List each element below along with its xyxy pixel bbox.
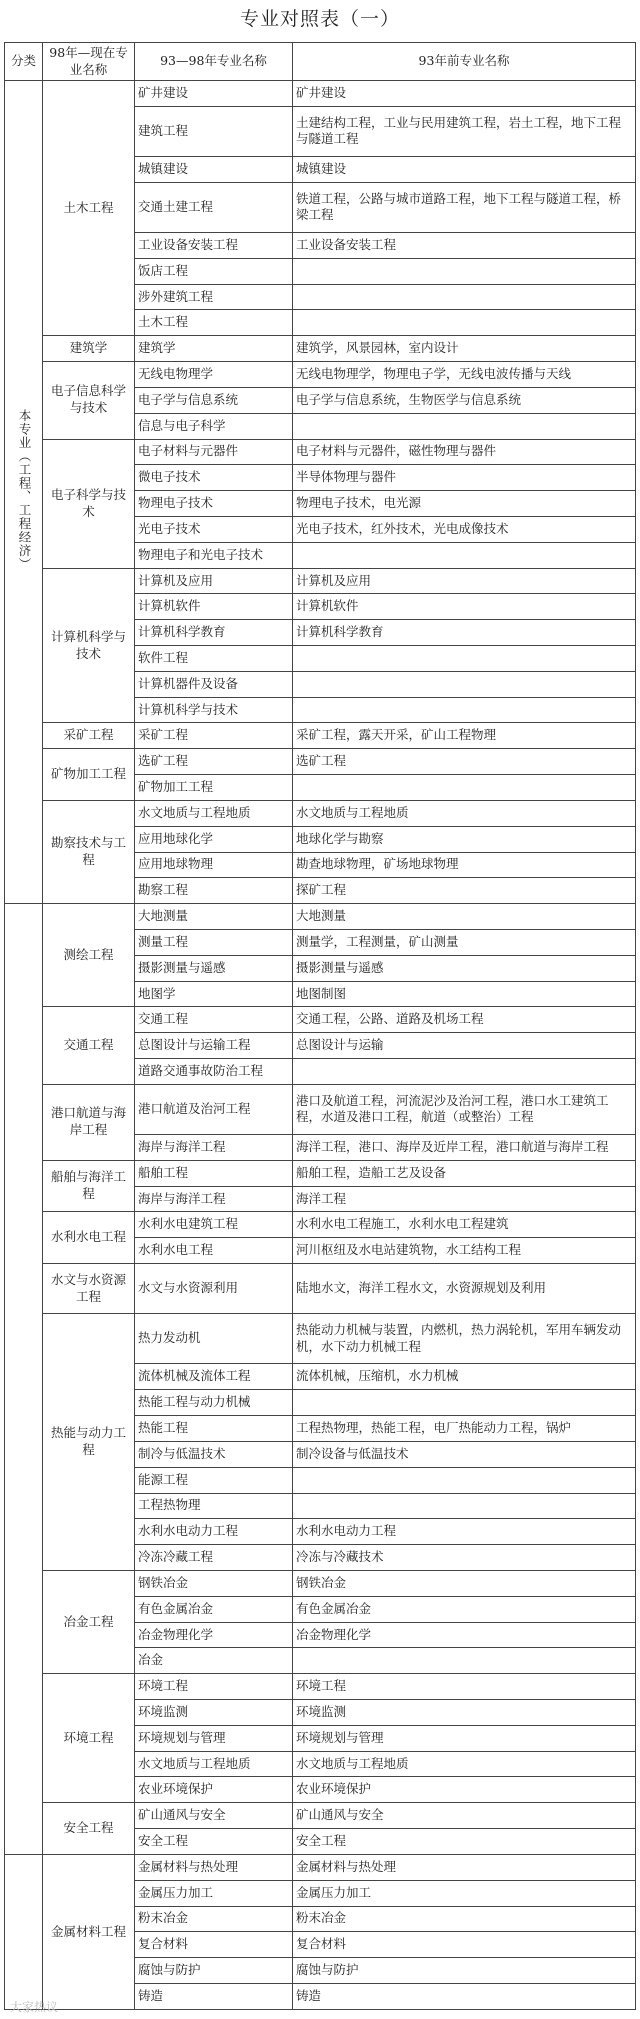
major-pre-93-cell: 港口及航道工程，河流泥沙及治河工程，港口水工建筑工程，水道及港口工程，航道（或整治）工程: [293, 1084, 636, 1134]
table-row: [5, 362, 636, 388]
major-93-98-cell: 无线电物理学: [135, 362, 293, 388]
major-93-98-cell: 软件工程: [135, 646, 293, 672]
major-93-98-cell: 环境监测: [135, 1700, 293, 1726]
major-93-98-cell: 选矿工程: [135, 749, 293, 775]
major-pre-93-cell: 海洋工程，港口、海岸及近岸工程，港口航道与海岸工程: [293, 1135, 636, 1161]
major-pre-93-cell: 大地测量: [293, 904, 636, 930]
major-pre-93-cell: 地图制图: [293, 981, 636, 1007]
major-pre-93-cell: 测量学，工程测量，矿山测量: [293, 929, 636, 955]
major-93-98-cell: 建筑工程: [135, 106, 293, 156]
current-major-cell: 冶金工程: [43, 1570, 135, 1673]
header-pre-93-name: 93年前专业名称: [293, 43, 636, 81]
major-pre-93-cell: 环境规划与管理: [293, 1725, 636, 1751]
major-pre-93-cell: [293, 284, 636, 310]
major-93-98-cell: 物理电子技术: [135, 491, 293, 517]
major-pre-93-cell: 城镇建设: [293, 157, 636, 183]
table-row: [5, 1212, 636, 1238]
major-pre-93-cell: 计算机及应用: [293, 568, 636, 594]
major-93-98-cell: 计算机科学教育: [135, 620, 293, 646]
major-pre-93-cell: 冷冻与冷藏技术: [293, 1545, 636, 1571]
major-93-98-cell: 微电子技术: [135, 465, 293, 491]
major-pre-93-cell: 工程热物理，热能工程，电厂热能动力工程，锅炉: [293, 1416, 636, 1442]
major-pre-93-cell: 环境工程: [293, 1674, 636, 1700]
major-pre-93-cell: 采矿工程，露天开采，矿山工程物理: [293, 723, 636, 749]
major-pre-93-cell: 矿山通风与安全: [293, 1803, 636, 1829]
category-cell: [5, 904, 43, 1855]
major-93-98-cell: 计算机软件: [135, 594, 293, 620]
major-pre-93-cell: [293, 310, 636, 336]
major-pre-93-cell: 土建结构工程，工业与民用建筑工程，岩土工程，地下工程与隧道工程: [293, 106, 636, 156]
major-pre-93-cell: 电子学与信息系统，生物医学与信息系统: [293, 387, 636, 413]
major-pre-93-cell: 矿井建设: [293, 81, 636, 107]
major-93-98-cell: 电子学与信息系统: [135, 387, 293, 413]
table-row: [5, 568, 636, 594]
category-cell: [5, 81, 43, 904]
table-row: [5, 1264, 636, 1314]
major-pre-93-cell: 环境监测: [293, 1700, 636, 1726]
major-93-98-cell: 采矿工程: [135, 723, 293, 749]
table-row: [5, 1084, 636, 1134]
table-row: [5, 749, 636, 775]
major-pre-93-cell: 光电子技术，红外技术，光电成像技术: [293, 516, 636, 542]
major-pre-93-cell: [293, 1467, 636, 1493]
table-row: [5, 439, 636, 465]
major-93-98-cell: 摄影测量与遥感: [135, 955, 293, 981]
major-93-98-cell: 安全工程: [135, 1829, 293, 1855]
major-pre-93-cell: 探矿工程: [293, 878, 636, 904]
page-title: 专业对照表（一）: [239, 8, 400, 30]
major-pre-93-cell: 建筑学，风景园林，室内设计: [293, 336, 636, 362]
major-93-98-cell: 海岸与海洋工程: [135, 1186, 293, 1212]
major-93-98-cell: 矿山通风与安全: [135, 1803, 293, 1829]
current-major-cell: 交通工程: [43, 1007, 135, 1084]
major-93-98-cell: 计算机器件及设备: [135, 671, 293, 697]
major-pre-93-cell: 热能动力机械与装置，内燃机，热力涡轮机，军用车辆发动机，水下动力机械工程: [293, 1314, 636, 1364]
major-93-98-cell: 勘察工程: [135, 878, 293, 904]
major-93-98-cell: 能源工程: [135, 1467, 293, 1493]
table-row: [5, 336, 636, 362]
major-93-98-cell: 大地测量: [135, 904, 293, 930]
current-major-cell: 勘察技术与工程: [43, 800, 135, 903]
major-93-98-cell: 海岸与海洋工程: [135, 1135, 293, 1161]
major-pre-93-cell: 水文地质与工程地质: [293, 1751, 636, 1777]
table-row: [5, 1160, 636, 1186]
major-93-98-cell: 矿井建设: [135, 81, 293, 107]
major-93-98-cell: 冶金物理化学: [135, 1622, 293, 1648]
current-major-cell: 建筑学: [43, 336, 135, 362]
major-93-98-cell: 腐蚀与防护: [135, 1958, 293, 1984]
major-pre-93-cell: 陆地水文，海洋工程水文，水资源规划及利用: [293, 1264, 636, 1314]
major-93-98-cell: 土木工程: [135, 310, 293, 336]
major-93-98-cell: 粉末冶金: [135, 1906, 293, 1932]
header-93-98-name: 93—98年专业名称: [135, 43, 293, 81]
major-pre-93-cell: 选矿工程: [293, 749, 636, 775]
header-row: [5, 43, 636, 81]
watermark: 大家热议: [10, 2000, 59, 2014]
major-93-98-cell: 冶金: [135, 1648, 293, 1674]
major-pre-93-cell: 腐蚀与防护: [293, 1958, 636, 1984]
major-pre-93-cell: 水利水电工程施工，水利水电工程建筑: [293, 1212, 636, 1238]
major-93-98-cell: 水利水电建筑工程: [135, 1212, 293, 1238]
major-pre-93-cell: 制冷设备与低温技术: [293, 1441, 636, 1467]
current-major-cell: 船舶与海洋工程: [43, 1160, 135, 1212]
major-93-98-cell: 环境规划与管理: [135, 1725, 293, 1751]
major-pre-93-cell: 流体机械，压缩机，水力机械: [293, 1364, 636, 1390]
major-pre-93-cell: 半导体物理与器件: [293, 465, 636, 491]
current-major-cell: 水文与水资源工程: [43, 1264, 135, 1314]
major-pre-93-cell: [293, 542, 636, 568]
major-pre-93-cell: [293, 1493, 636, 1519]
major-pre-93-cell: 铸造: [293, 1983, 636, 2009]
major-93-98-cell: 环境工程: [135, 1674, 293, 1700]
major-pre-93-cell: 计算机科学教育: [293, 620, 636, 646]
table-row: [5, 1854, 636, 1880]
major-93-98-cell: 金属压力加工: [135, 1880, 293, 1906]
major-pre-93-cell: [293, 1059, 636, 1085]
major-pre-93-cell: 有色金属冶金: [293, 1596, 636, 1622]
major-pre-93-cell: 交通工程，公路、道路及机场工程: [293, 1007, 636, 1033]
category-cell: [5, 1854, 43, 2009]
major-93-98-cell: 地图学: [135, 981, 293, 1007]
table-row: [5, 1314, 636, 1364]
major-93-98-cell: 工程热物理: [135, 1493, 293, 1519]
major-93-98-cell: 涉外建筑工程: [135, 284, 293, 310]
table-row: [5, 81, 636, 107]
major-93-98-cell: 电子材料与元器件: [135, 439, 293, 465]
major-93-98-cell: 流体机械及流体工程: [135, 1364, 293, 1390]
major-pre-93-cell: 河川枢纽及水电站建筑物，水工结构工程: [293, 1238, 636, 1264]
major-pre-93-cell: [293, 646, 636, 672]
major-93-98-cell: 有色金属冶金: [135, 1596, 293, 1622]
major-pre-93-cell: 金属材料与热处理: [293, 1854, 636, 1880]
major-comparison-table: [4, 42, 636, 2010]
major-93-98-cell: 物理电子和光电子技术: [135, 542, 293, 568]
major-93-98-cell: 饭店工程: [135, 258, 293, 284]
major-93-98-cell: 应用地球物理: [135, 852, 293, 878]
major-pre-93-cell: 海洋工程: [293, 1186, 636, 1212]
major-pre-93-cell: 铁道工程，公路与城市道路工程，地下工程与隧道工程，桥梁工程: [293, 182, 636, 232]
major-93-98-cell: 总图设计与运输工程: [135, 1033, 293, 1059]
major-pre-93-cell: 安全工程: [293, 1829, 636, 1855]
category-label: 本专业（工程、工程经济）: [16, 408, 32, 571]
current-major-cell: 矿物加工工程: [43, 749, 135, 801]
major-pre-93-cell: 总图设计与运输: [293, 1033, 636, 1059]
major-93-98-cell: 测量工程: [135, 929, 293, 955]
major-pre-93-cell: 摄影测量与遥感: [293, 955, 636, 981]
major-93-98-cell: 复合材料: [135, 1932, 293, 1958]
major-pre-93-cell: 农业环境保护: [293, 1777, 636, 1803]
table-row: [5, 1803, 636, 1829]
header-current-name: 98年—现在专业名称: [43, 43, 135, 81]
major-93-98-cell: 道路交通事故防治工程: [135, 1059, 293, 1085]
current-major-cell: 测绘工程: [43, 904, 135, 1007]
major-pre-93-cell: 工业设备安装工程: [293, 233, 636, 259]
major-pre-93-cell: 船舶工程，造船工艺及设备: [293, 1160, 636, 1186]
major-pre-93-cell: [293, 258, 636, 284]
major-pre-93-cell: 勘查地球物理，矿场地球物理: [293, 852, 636, 878]
current-major-cell: 土木工程: [43, 81, 135, 336]
major-pre-93-cell: [293, 1648, 636, 1674]
major-93-98-cell: 计算机科学与技术: [135, 697, 293, 723]
major-pre-93-cell: 水利水电动力工程: [293, 1519, 636, 1545]
major-pre-93-cell: 电子材料与元器件，磁性物理与器件: [293, 439, 636, 465]
current-major-cell: 水利水电工程: [43, 1212, 135, 1264]
major-pre-93-cell: 复合材料: [293, 1932, 636, 1958]
header-category: 分类: [5, 43, 43, 81]
major-93-98-cell: 光电子技术: [135, 516, 293, 542]
current-major-cell: 安全工程: [43, 1803, 135, 1855]
current-major-cell: 环境工程: [43, 1674, 135, 1803]
current-major-cell: 热能与动力工程: [43, 1314, 135, 1571]
major-pre-93-cell: [293, 775, 636, 801]
major-pre-93-cell: 物理电子技术，电光源: [293, 491, 636, 517]
major-pre-93-cell: [293, 697, 636, 723]
major-93-98-cell: 热能工程与动力机械: [135, 1390, 293, 1416]
major-pre-93-cell: 粉末冶金: [293, 1906, 636, 1932]
current-major-cell: 金属材料工程: [43, 1854, 135, 2009]
major-93-98-cell: 水文地质与工程地质: [135, 1751, 293, 1777]
table-row: [5, 1674, 636, 1700]
table-row: [5, 904, 636, 930]
major-93-98-cell: 水利水电工程: [135, 1238, 293, 1264]
major-93-98-cell: 应用地球化学: [135, 826, 293, 852]
table-row: [5, 800, 636, 826]
major-93-98-cell: 水利水电动力工程: [135, 1519, 293, 1545]
major-pre-93-cell: 钢铁冶金: [293, 1570, 636, 1596]
major-93-98-cell: 矿物加工工程: [135, 775, 293, 801]
major-pre-93-cell: 计算机软件: [293, 594, 636, 620]
major-93-98-cell: 冷冻冷藏工程: [135, 1545, 293, 1571]
major-pre-93-cell: 冶金物理化学: [293, 1622, 636, 1648]
major-93-98-cell: 水文与水资源利用: [135, 1264, 293, 1314]
major-pre-93-cell: 地球化学与勘察: [293, 826, 636, 852]
table-body: [5, 81, 636, 2010]
major-pre-93-cell: [293, 413, 636, 439]
table-row: [5, 723, 636, 749]
major-93-98-cell: 热能工程: [135, 1416, 293, 1442]
major-93-98-cell: 热力发动机: [135, 1314, 293, 1364]
major-93-98-cell: 金属材料与热处理: [135, 1854, 293, 1880]
table-row: [5, 1007, 636, 1033]
major-pre-93-cell: 无线电物理学，物理电子学，无线电波传播与天线: [293, 362, 636, 388]
current-major-cell: 电子信息科学与技术: [43, 362, 135, 439]
major-93-98-cell: 建筑学: [135, 336, 293, 362]
current-major-cell: 采矿工程: [43, 723, 135, 749]
major-93-98-cell: 船舶工程: [135, 1160, 293, 1186]
major-93-98-cell: 水文地质与工程地质: [135, 800, 293, 826]
table-row: [5, 1570, 636, 1596]
major-93-98-cell: 港口航道及治河工程: [135, 1084, 293, 1134]
major-93-98-cell: 铸造: [135, 1983, 293, 2009]
current-major-cell: 电子科学与技术: [43, 439, 135, 568]
major-pre-93-cell: 金属压力加工: [293, 1880, 636, 1906]
major-93-98-cell: 工业设备安装工程: [135, 233, 293, 259]
major-pre-93-cell: [293, 671, 636, 697]
major-93-98-cell: 城镇建设: [135, 157, 293, 183]
major-93-98-cell: 交通土建工程: [135, 182, 293, 232]
current-major-cell: 港口航道与海岸工程: [43, 1084, 135, 1160]
major-pre-93-cell: [293, 1390, 636, 1416]
major-93-98-cell: 制冷与低温技术: [135, 1441, 293, 1467]
major-pre-93-cell: 水文地质与工程地质: [293, 800, 636, 826]
major-93-98-cell: 钢铁冶金: [135, 1570, 293, 1596]
major-93-98-cell: 计算机及应用: [135, 568, 293, 594]
current-major-cell: 计算机科学与技术: [43, 568, 135, 723]
major-93-98-cell: 交通工程: [135, 1007, 293, 1033]
major-93-98-cell: 信息与电子科学: [135, 413, 293, 439]
major-93-98-cell: 农业环境保护: [135, 1777, 293, 1803]
